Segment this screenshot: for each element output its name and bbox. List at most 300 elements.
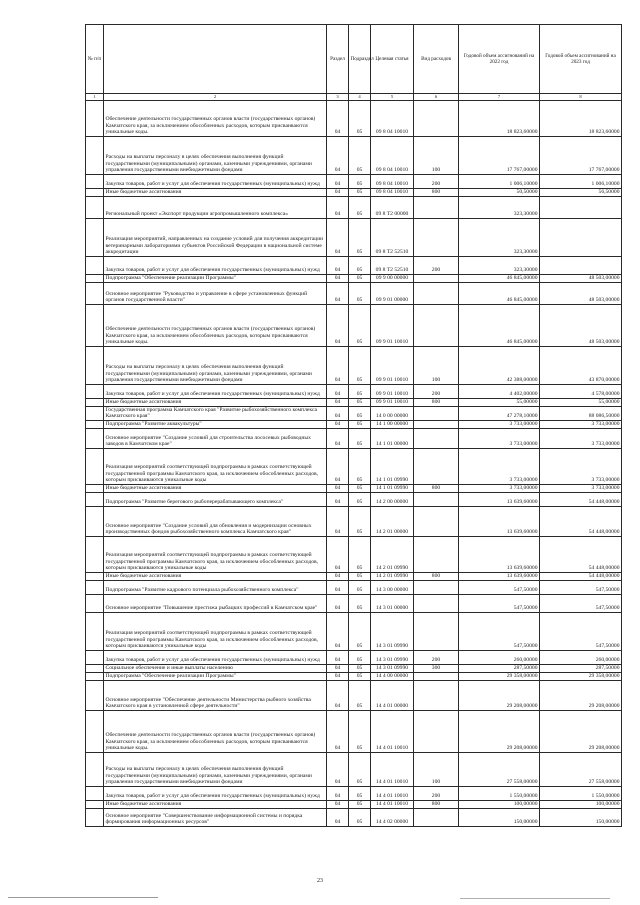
row-razdel-cell: 04 (327, 536, 349, 572)
table-row (86, 174, 622, 188)
row-name-cell: Расходы на выплаты персоналу в целях обеспечения выполнения функций государственными (муниципальными) органами, казенными учреждениями, органами управления государственными внебюджетными фондами (104, 346, 327, 384)
row-expense-type-cell: 800 (414, 188, 459, 196)
row-target-article-cell: 09 9 01 10010 (371, 346, 414, 384)
row-number-cell (86, 710, 104, 752)
row-name-cell: Основное мероприятие "Создание условий для обновления и модернизации основных производственных фондов рыбохозяйственного комплекса Камчатского края" (104, 506, 327, 536)
row-number-cell (86, 174, 104, 188)
row-expense-type-cell: 100 (414, 752, 459, 786)
row-podrazdel-cell: 05 (349, 484, 371, 492)
table-row (86, 808, 622, 826)
row-razdel-cell: 04 (327, 612, 349, 650)
row-podrazdel-cell: 05 (349, 196, 371, 218)
row-volume-2022-cell: 150,00000 (459, 808, 540, 826)
row-expense-type-cell: 200 (414, 256, 459, 274)
row-number-cell (86, 808, 104, 826)
row-target-article-cell: 14 4 01 10010 (371, 786, 414, 800)
row-razdel-cell: 04 (327, 448, 349, 484)
row-volume-2022-cell: 3 733,00000 (459, 448, 540, 484)
row-number-cell (86, 282, 104, 304)
row-target-article-cell: 14 4 02 00000 (371, 808, 414, 826)
row-target-article-cell: 14 2 01 00000 (371, 506, 414, 536)
row-razdel-cell: 04 (327, 580, 349, 594)
table-row (86, 664, 622, 672)
row-podrazdel-cell: 05 (349, 218, 371, 256)
row-name-cell: Закупка товаров, работ и услуг для обеспечения государственных (муниципальных) нужд (104, 384, 327, 398)
row-razdel-cell: 04 (327, 572, 349, 580)
row-podrazdel-cell: 05 (349, 428, 371, 448)
row-volume-2022-cell: 323,30000 (459, 218, 540, 256)
row-expense-type-cell: 100 (414, 136, 459, 174)
row-podrazdel-cell: 05 (349, 406, 371, 420)
table-row (86, 710, 622, 752)
row-razdel-cell: 04 (327, 196, 349, 218)
row-number-cell (86, 346, 104, 384)
row-volume-2022-cell: 27 558,00000 (459, 752, 540, 786)
row-number-cell (86, 664, 104, 672)
row-volume-2023-cell: 547,50000 (540, 612, 622, 650)
row-podrazdel-cell: 05 (349, 282, 371, 304)
row-razdel-cell: 04 (327, 800, 349, 808)
row-volume-2023-cell: 56,50000 (540, 188, 622, 196)
column-number: 5 (371, 94, 414, 101)
row-expense-type-cell (414, 304, 459, 346)
row-target-article-cell: 14 2 00 00000 (371, 492, 414, 506)
row-name-cell: Реализация мероприятий, направленных на создание условий для получения аккредитации ветеринарными лабораториями субъектов Российской Федерации в национальной системе аккредитации (104, 218, 327, 256)
table-row (86, 428, 622, 448)
row-expense-type-cell (414, 536, 459, 572)
row-number-cell (86, 536, 104, 572)
table-row (86, 346, 622, 384)
row-expense-type-cell (414, 808, 459, 826)
row-volume-2023-cell: 18 823,60000 (540, 100, 622, 136)
row-target-article-cell: 14 4 01 10010 (371, 800, 414, 808)
table-row (86, 536, 622, 572)
row-expense-type-cell (414, 428, 459, 448)
row-razdel-cell: 04 (327, 664, 349, 672)
page-number: 23 (317, 878, 323, 884)
row-name-cell: Закупка товаров, работ и услуг для обеспечения государственных (муниципальных) нужд (104, 256, 327, 274)
row-expense-type-cell: 800 (414, 572, 459, 580)
table-row (86, 484, 622, 492)
row-volume-2022-cell: 547,50000 (459, 612, 540, 650)
row-podrazdel-cell: 05 (349, 594, 371, 612)
row-name-cell: Социальное обеспечение и иные выплаты населению (104, 664, 327, 672)
row-podrazdel-cell: 05 (349, 672, 371, 680)
row-name-cell: Подпрограмма "Обеспечение реализации Программы" (104, 672, 327, 680)
row-target-article-cell: 09 9 01 00000 (371, 282, 414, 304)
row-number-cell (86, 136, 104, 174)
row-podrazdel-cell: 05 (349, 420, 371, 428)
row-volume-2022-cell: 4 402,00000 (459, 384, 540, 398)
row-expense-type-cell: 200 (414, 384, 459, 398)
row-expense-type-cell: 300 (414, 664, 459, 672)
column-number: 1 (86, 94, 104, 101)
row-target-article-cell: 14 4 01 00000 (371, 680, 414, 710)
row-target-article-cell: 09 8 04 10010 (371, 174, 414, 188)
row-name-cell: Основное мероприятие "Повышение престижа рыбацких профессий в Камчатском крае" (104, 594, 327, 612)
row-volume-2023-cell: 54 448,00000 (540, 536, 622, 572)
row-volume-2023-cell: 43 870,00000 (540, 346, 622, 384)
row-number-cell (86, 274, 104, 282)
row-volume-2023-cell: 88 086,50000 (540, 406, 622, 420)
row-name-cell: Основное мероприятие "Создание условий для строительства лососевых рыбоводных заводов в Камчатском крае" (104, 428, 327, 448)
table-row (86, 786, 622, 800)
row-expense-type-cell (414, 420, 459, 428)
row-volume-2022-cell: 55,00000 (459, 398, 540, 406)
row-volume-2022-cell: 13 639,60000 (459, 572, 540, 580)
row-target-article-cell: 09 8 04 10010 (371, 100, 414, 136)
row-razdel-cell: 04 (327, 484, 349, 492)
row-podrazdel-cell: 05 (349, 664, 371, 672)
row-expense-type-cell (414, 594, 459, 612)
row-volume-2023-cell: 54 448,00000 (540, 506, 622, 536)
row-expense-type-cell (414, 506, 459, 536)
row-volume-2022-cell: 323,30000 (459, 256, 540, 274)
row-name-cell: Основное мероприятие "Совершенствование информационной системы и порядка формирования информационных ресурсов" (104, 808, 327, 826)
row-number-cell (86, 384, 104, 398)
scan-artifact-line (460, 898, 610, 899)
row-target-article-cell: 09 8 04 10010 (371, 188, 414, 196)
row-name-cell: Реализация мероприятий соответствующей подпрограммы в рамках соответствующей государственной программы Камчатского края, за исключением обособленных расходов, которым присваиваются уникальные коды (104, 448, 327, 484)
row-volume-2022-cell: 3 733,00000 (459, 420, 540, 428)
row-podrazdel-cell: 05 (349, 448, 371, 484)
row-number-cell (86, 594, 104, 612)
row-razdel-cell: 04 (327, 650, 349, 664)
row-expense-type-cell: 800 (414, 800, 459, 808)
row-volume-2022-cell: 46 845,00000 (459, 274, 540, 282)
row-volume-2023-cell: 4 578,00000 (540, 384, 622, 398)
row-target-article-cell: 14 3 00 00000 (371, 580, 414, 594)
row-name-cell: Подпрограмма "Развитие аквакультуры" (104, 420, 327, 428)
row-name-cell: Иные бюджетные ассигнования (104, 572, 327, 580)
row-razdel-cell: 04 (327, 398, 349, 406)
column-number: 8 (540, 94, 622, 101)
row-name-cell: Иные бюджетные ассигнования (104, 484, 327, 492)
row-razdel-cell: 04 (327, 100, 349, 136)
row-volume-2023-cell: 260,00000 (540, 650, 622, 664)
row-razdel-cell: 04 (327, 256, 349, 274)
row-volume-2023-cell: 100,00000 (540, 800, 622, 808)
header-num: № п/п (86, 25, 104, 94)
header-name (104, 25, 327, 94)
header-razdel: Раздел (327, 25, 349, 94)
row-volume-2023-cell: 29 208,00000 (540, 680, 622, 710)
row-volume-2023-cell (540, 256, 622, 274)
row-podrazdel-cell: 05 (349, 612, 371, 650)
row-podrazdel-cell: 05 (349, 506, 371, 536)
header-target-article: Целевая статья (371, 25, 414, 94)
row-podrazdel-cell: 05 (349, 786, 371, 800)
row-volume-2023-cell: 29 358,00000 (540, 672, 622, 680)
table-row (86, 406, 622, 420)
row-expense-type-cell (414, 672, 459, 680)
row-number-cell (86, 506, 104, 536)
table-row (86, 672, 622, 680)
table-row (86, 594, 622, 612)
table-row (86, 680, 622, 710)
row-volume-2022-cell: 100,00000 (459, 800, 540, 808)
row-number-cell (86, 256, 104, 274)
row-number-cell (86, 196, 104, 218)
row-number-cell (86, 786, 104, 800)
row-volume-2022-cell: 3 733,00000 (459, 484, 540, 492)
row-volume-2022-cell: 3 733,00000 (459, 428, 540, 448)
row-razdel-cell: 04 (327, 282, 349, 304)
row-target-article-cell: 09 8 T2 52510 (371, 218, 414, 256)
row-name-cell: Иные бюджетные ассигнования (104, 188, 327, 196)
row-razdel-cell: 04 (327, 188, 349, 196)
row-volume-2022-cell: 13 639,60000 (459, 536, 540, 572)
row-name-cell: Подпрограмма "Обеспечение реализации Программы" (104, 274, 327, 282)
row-name-cell: Основное мероприятие "Руководство и управление в сфере установленных функций органов государственной власти" (104, 282, 327, 304)
row-volume-2023-cell: 3 733,00000 (540, 428, 622, 448)
row-expense-type-cell (414, 218, 459, 256)
row-target-article-cell: 09 9 01 10010 (371, 384, 414, 398)
row-number-cell (86, 680, 104, 710)
row-podrazdel-cell: 05 (349, 752, 371, 786)
row-podrazdel-cell: 05 (349, 174, 371, 188)
header-volume-2022: Годовой объем ассигнований на 2022 год (459, 25, 540, 94)
row-target-article-cell: 14 0 00 00000 (371, 406, 414, 420)
table-row (86, 612, 622, 650)
row-name-cell: Подпрограмма "Развитие кадрового потенциала рыбохозяйственного комплекса" (104, 580, 327, 594)
row-expense-type-cell (414, 680, 459, 710)
row-expense-type-cell: 800 (414, 484, 459, 492)
row-target-article-cell: 14 3 01 00000 (371, 594, 414, 612)
table-row (86, 506, 622, 536)
row-volume-2022-cell: 46 845,00000 (459, 304, 540, 346)
table-row (86, 448, 622, 484)
header-expense-type: Вид расходов (414, 25, 459, 94)
row-volume-2023-cell: 17 767,00000 (540, 136, 622, 174)
row-podrazdel-cell: 05 (349, 680, 371, 710)
table-row (86, 274, 622, 282)
row-expense-type-cell (414, 406, 459, 420)
row-name-cell: Закупка товаров, работ и услуг для обеспечения государственных (муниципальных) нужд (104, 650, 327, 664)
row-razdel-cell: 04 (327, 752, 349, 786)
row-name-cell: Реализация мероприятий соответствующей подпрограммы в рамках соответствующей государственной программы Камчатского края, за исключением обособленных расходов, которым присваиваются уникальные коды (104, 612, 327, 650)
row-razdel-cell: 04 (327, 506, 349, 536)
row-target-article-cell: 14 4 01 10010 (371, 752, 414, 786)
row-target-article-cell: 09 9 01 10010 (371, 304, 414, 346)
row-name-cell: Подпрограмма "Развитие берегового рыбоперерабатывающего комплекса" (104, 492, 327, 506)
table-row (86, 492, 622, 506)
row-number-cell (86, 448, 104, 484)
table-row (86, 196, 622, 218)
row-number-cell (86, 188, 104, 196)
row-volume-2023-cell: 48 503,00000 (540, 274, 622, 282)
row-target-article-cell: 09 8 T2 52510 (371, 256, 414, 274)
row-volume-2023-cell: 48 503,00000 (540, 282, 622, 304)
row-volume-2022-cell: 287,50000 (459, 664, 540, 672)
table-row (86, 282, 622, 304)
table-row (86, 304, 622, 346)
row-number-cell (86, 572, 104, 580)
row-volume-2023-cell: 27 558,00000 (540, 752, 622, 786)
row-podrazdel-cell: 05 (349, 808, 371, 826)
row-name-cell: Обеспечение деятельности государственных органов власти (государственных органов) Камчатского края, за исключением обособленных расходов, которым присваиваются уникальные коды. (104, 100, 327, 136)
row-name-cell: Обеспечение деятельности государственных органов власти (государственных органов) Камчатского края, за исключением обособленных расходов, которым присваиваются уникальные коды. (104, 304, 327, 346)
row-expense-type-cell (414, 196, 459, 218)
column-number: 7 (459, 94, 540, 101)
row-volume-2023-cell: 150,00000 (540, 808, 622, 826)
row-volume-2023-cell: 29 208,00000 (540, 710, 622, 752)
row-razdel-cell: 04 (327, 420, 349, 428)
row-expense-type-cell: 200 (414, 650, 459, 664)
row-razdel-cell: 04 (327, 274, 349, 282)
row-number-cell (86, 800, 104, 808)
row-target-article-cell: 14 1 01 09990 (371, 484, 414, 492)
row-number-cell (86, 484, 104, 492)
row-target-article-cell: 14 1 01 00000 (371, 428, 414, 448)
row-podrazdel-cell: 05 (349, 304, 371, 346)
row-name-cell: Закупка товаров, работ и услуг для обеспечения государственных (муниципальных) нужд (104, 174, 327, 188)
column-number: 4 (349, 94, 371, 101)
row-number-cell (86, 612, 104, 650)
row-volume-2022-cell: 46 845,00000 (459, 282, 540, 304)
column-number: 3 (327, 94, 349, 101)
row-podrazdel-cell: 05 (349, 256, 371, 274)
row-target-article-cell: 14 1 00 00000 (371, 420, 414, 428)
table-row (86, 218, 622, 256)
row-razdel-cell: 04 (327, 808, 349, 826)
row-target-article-cell: 14 3 01 09990 (371, 650, 414, 664)
row-name-cell: Государственная программа Камчатского края "Развитие рыбохозяйственного комплекса Камчатского края" (104, 406, 327, 420)
row-number-cell (86, 406, 104, 420)
row-target-article-cell: 14 3 01 09990 (371, 612, 414, 650)
row-podrazdel-cell: 05 (349, 136, 371, 174)
row-name-cell: Иные бюджетные ассигнования (104, 800, 327, 808)
row-volume-2023-cell: 3 733,00000 (540, 448, 622, 484)
row-volume-2022-cell: 42 388,00000 (459, 346, 540, 384)
row-volume-2022-cell: 13 639,60000 (459, 492, 540, 506)
row-target-article-cell: 14 4 00 00000 (371, 672, 414, 680)
row-number-cell (86, 100, 104, 136)
row-number-cell (86, 752, 104, 786)
table-row (86, 800, 622, 808)
row-podrazdel-cell: 05 (349, 100, 371, 136)
row-podrazdel-cell: 05 (349, 572, 371, 580)
row-razdel-cell: 04 (327, 406, 349, 420)
row-podrazdel-cell: 05 (349, 710, 371, 752)
row-target-article-cell: 14 2 01 09990 (371, 572, 414, 580)
row-expense-type-cell (414, 274, 459, 282)
row-volume-2022-cell: 547,50000 (459, 580, 540, 594)
row-name-cell: Расходы на выплаты персоналу в целях обеспечения выполнения функций государственными (муниципальными) органами, казенными учреждениями, органами управления государственными внебюджетными фондами (104, 136, 327, 174)
row-razdel-cell: 04 (327, 492, 349, 506)
row-name-cell: Региональный проект «Экспорт продукции агропромышленного комплекса» (104, 196, 327, 218)
row-volume-2023-cell: 287,50000 (540, 664, 622, 672)
column-number: 2 (104, 94, 327, 101)
scan-artifact-line (8, 897, 158, 898)
row-name-cell: Закупка товаров, работ и услуг для обеспечения государственных (муниципальных) нужд (104, 786, 327, 800)
row-volume-2023-cell: 48 503,00000 (540, 304, 622, 346)
row-podrazdel-cell: 05 (349, 346, 371, 384)
row-expense-type-cell (414, 580, 459, 594)
budget-table (85, 24, 622, 827)
row-volume-2023-cell: 1 006,10000 (540, 174, 622, 188)
row-target-article-cell: 09 8 04 10010 (371, 136, 414, 174)
row-number-cell (86, 398, 104, 406)
row-razdel-cell: 04 (327, 174, 349, 188)
row-expense-type-cell (414, 100, 459, 136)
table-row (86, 650, 622, 664)
row-number-cell (86, 420, 104, 428)
row-volume-2022-cell: 29 208,00000 (459, 710, 540, 752)
table-row (86, 256, 622, 274)
row-expense-type-cell (414, 612, 459, 650)
row-volume-2023-cell: 3 733,00000 (540, 484, 622, 492)
row-razdel-cell: 04 (327, 710, 349, 752)
row-razdel-cell: 04 (327, 680, 349, 710)
row-podrazdel-cell: 05 (349, 800, 371, 808)
table-row (86, 136, 622, 174)
row-volume-2023-cell (540, 218, 622, 256)
row-razdel-cell: 04 (327, 304, 349, 346)
row-volume-2022-cell: 547,50000 (459, 594, 540, 612)
row-target-article-cell: 09 9 01 10010 (371, 398, 414, 406)
row-name-cell: Расходы на выплаты персоналу в целях обеспечения выполнения функций государственными (муниципальными) органами, казенными учреждениями, органами управления государственными внебюджетными фондами (104, 752, 327, 786)
row-volume-2022-cell: 1 550,00000 (459, 786, 540, 800)
row-expense-type-cell: 100 (414, 346, 459, 384)
row-volume-2023-cell: 3 733,00000 (540, 420, 622, 428)
row-volume-2023-cell: 547,50000 (540, 580, 622, 594)
row-volume-2023-cell: 55,00000 (540, 398, 622, 406)
column-number: 6 (414, 94, 459, 101)
header-volume-2023: Годовой объем ассигнований на 2023 год (540, 25, 622, 94)
row-target-article-cell: 14 2 01 09990 (371, 536, 414, 572)
row-razdel-cell: 04 (327, 384, 349, 398)
row-volume-2023-cell: 54 448,00000 (540, 492, 622, 506)
row-podrazdel-cell: 05 (349, 398, 371, 406)
row-expense-type-cell: 200 (414, 174, 459, 188)
table-row (86, 398, 622, 406)
table-row (86, 384, 622, 398)
row-name-cell: Иные бюджетные ассигнования (104, 398, 327, 406)
row-volume-2022-cell: 17 767,00000 (459, 136, 540, 174)
table-header-row (86, 25, 622, 94)
table-row (86, 752, 622, 786)
row-volume-2022-cell: 260,00000 (459, 650, 540, 664)
row-target-article-cell: 14 4 01 10010 (371, 710, 414, 752)
row-volume-2022-cell: 323,30000 (459, 196, 540, 218)
row-podrazdel-cell: 05 (349, 274, 371, 282)
row-target-article-cell: 09 8 T2 00000 (371, 196, 414, 218)
row-podrazdel-cell: 05 (349, 492, 371, 506)
row-number-cell (86, 492, 104, 506)
row-target-article-cell: 14 3 01 09990 (371, 664, 414, 672)
row-volume-2023-cell: 547,50000 (540, 594, 622, 612)
table-row (86, 188, 622, 196)
row-expense-type-cell (414, 710, 459, 752)
row-volume-2022-cell: 29 208,00000 (459, 680, 540, 710)
row-number-cell (86, 580, 104, 594)
row-number-cell (86, 428, 104, 448)
row-volume-2022-cell: 1 006,10000 (459, 174, 540, 188)
row-name-cell: Обеспечение деятельности государственных органов власти (государственных органов) Камчатского края, за исключением обособленных расходов, которым присваиваются уникальные коды. (104, 710, 327, 752)
row-podrazdel-cell: 05 (349, 580, 371, 594)
row-target-article-cell: 14 1 01 09990 (371, 448, 414, 484)
row-razdel-cell: 04 (327, 672, 349, 680)
row-expense-type-cell: 200 (414, 786, 459, 800)
row-name-cell: Реализация мероприятий соответствующей подпрограммы в рамках соответствующей государственной программы Камчатского края, за исключением обособленных расходов, которым присваиваются уникальные коды (104, 536, 327, 572)
header-podrazdel: Подраздел (349, 25, 371, 94)
row-number-cell (86, 304, 104, 346)
table-row (86, 572, 622, 580)
table-row (86, 420, 622, 428)
row-razdel-cell: 04 (327, 346, 349, 384)
row-volume-2023-cell: 54 448,00000 (540, 572, 622, 580)
